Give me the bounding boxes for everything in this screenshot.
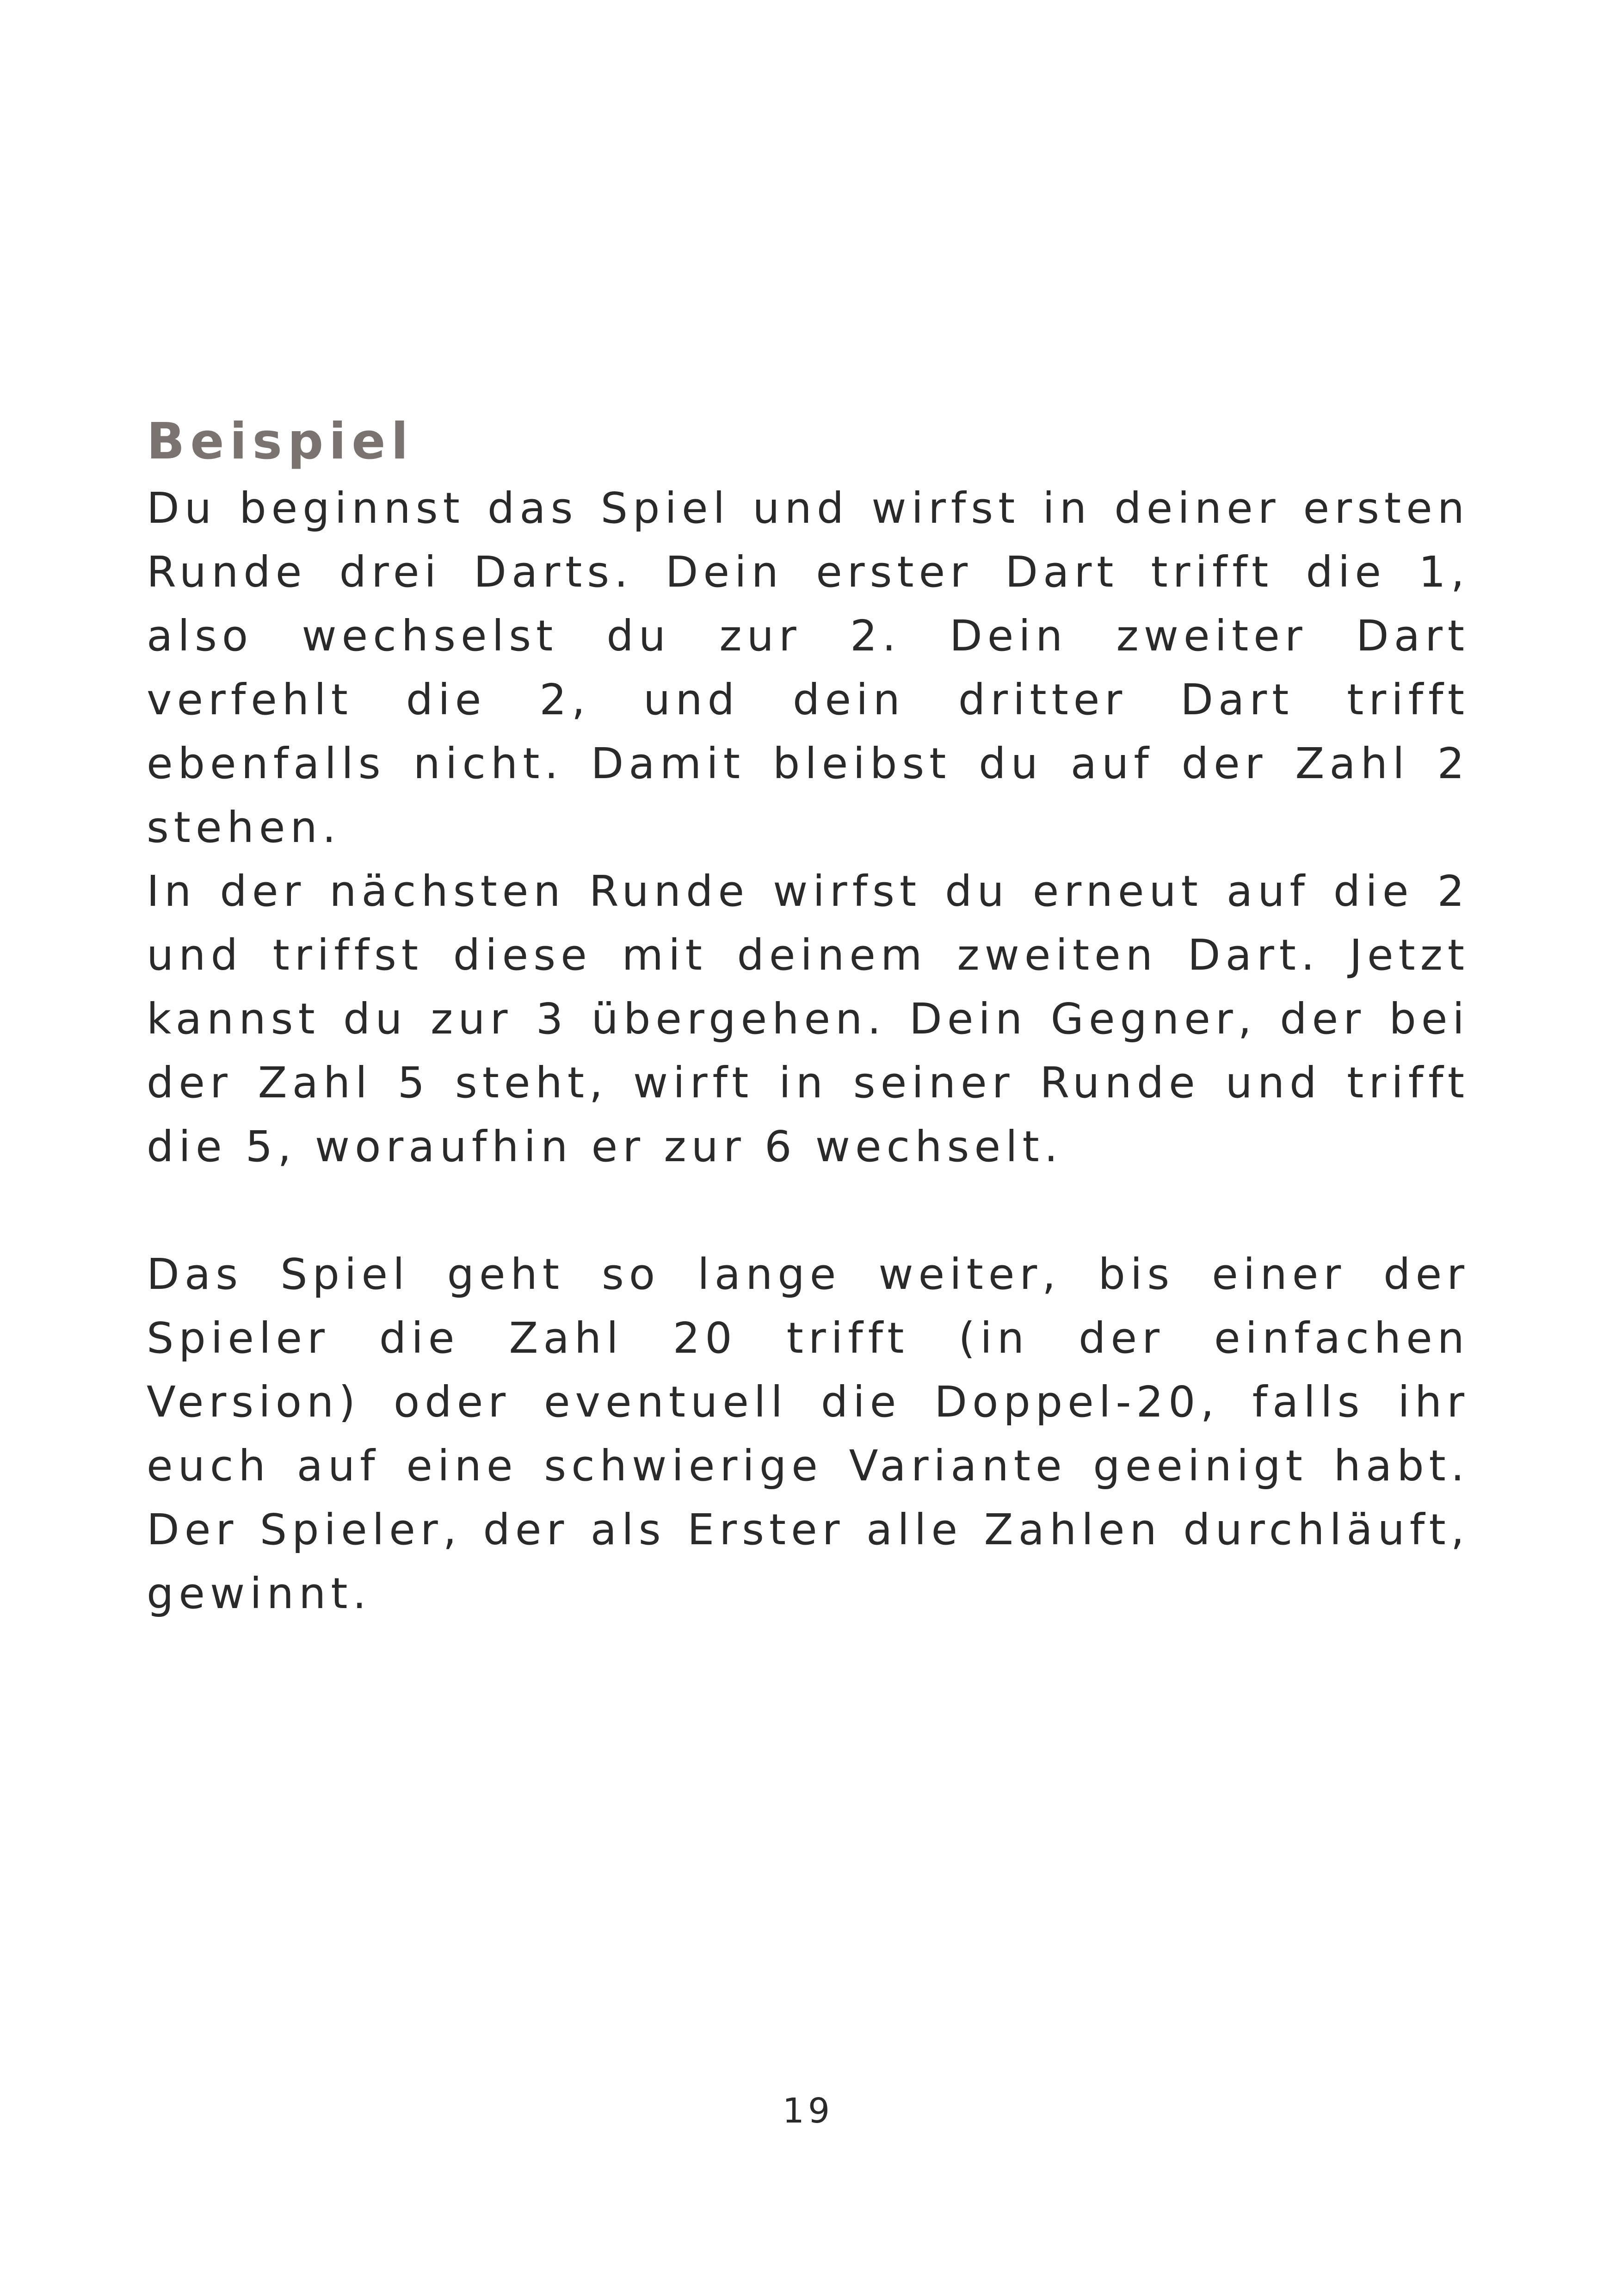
paragraph-1: Du beginnst das Spiel und wirfst in deiner ersten Runde drei Darts. Dein erster Dart trifft die 1, also wechselst du zur 2. Dein zweiter Dart verfehlt die 2, und dein dritter Dart trifft ebenfalls nicht. Damit bleibst du auf der Zahl 2 stehen.	[147, 483, 1469, 852]
paragraph-3: Das Spiel geht so lange weiter, bis einer der Spieler die Zahl 20 trifft (in der einfachen Version) oder eventuell die Doppel-20, falls ihr euch auf eine schwierige Variante geeinigt habt. Der Spieler, der als Erster alle Zahlen durchläuft, gewinnt.	[147, 1250, 1469, 1618]
section-heading: Beispiel	[147, 413, 414, 470]
paragraph-2: In der nächsten Runde wirfst du erneut auf die 2 und triffst diese mit deinem zweiten Dart. Jetzt kannst du zur 3 übergehen. Dein Gegner, der bei der Zahl 5 steht, wirft in seiner Runde und trifft die 5, woraufhin er zur 6 wechselt.	[147, 866, 1469, 1171]
page-number: 19	[782, 2091, 834, 2131]
page-content	[147, 407, 1469, 1626]
